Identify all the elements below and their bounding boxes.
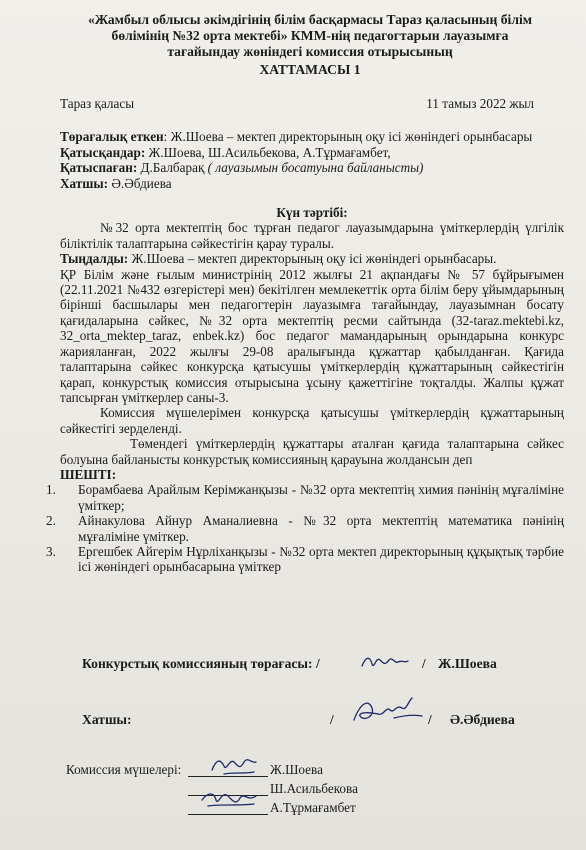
agenda-heading: Күн тәртібі:: [276, 205, 348, 221]
secretary-signature-scribble: [350, 694, 424, 730]
decision-item-number: 1.: [46, 482, 56, 498]
absent-text: Д.Балбарақ: [137, 160, 205, 176]
chair-signature-name: Ж.Шоева: [438, 656, 497, 671]
chair-line: [60, 129, 564, 144]
member-name: А.Тұрмағамбет: [270, 800, 356, 815]
secretary-slash-left: /: [330, 712, 334, 727]
document-header: [56, 12, 564, 78]
absent-line: [60, 160, 564, 175]
absent-label: Қатыспаған:: [60, 160, 138, 176]
member-signature-scribble-1: [210, 752, 260, 778]
attendees-text: Ж.Шоева, Ш.Асильбекова, А.Тұрмағамбет,: [145, 144, 391, 160]
header-line-3: тағайындау жөніндегі комиссия отырысының: [167, 44, 453, 59]
absent-note: ( лауазымын босатуына байланысты): [207, 160, 424, 176]
decision-item-number: 3.: [46, 543, 56, 559]
agenda-item: №32 орта мектептің бос тұрған педагог лауазымдарына үміткерлердің үлгілік біліктілік талаптарына сәйкестігін қарау туралы.: [60, 220, 564, 251]
conclusion: Төмендегі үміткерлердің құжаттары аталған қағида талаптарына сәйкес болуына байланысты конкурстық комиссияның қарауына жолдансын деп: [60, 436, 564, 467]
header-line-1: «Жамбыл облысы әкімдігінің білім басқармасы Тараз қаласының білім: [87, 12, 532, 27]
chair-label: Төрағалық еткен: [60, 129, 164, 145]
member-name: Ш.Асильбекова: [270, 781, 358, 796]
commission-note: Комиссия мүшелерімен конкурсқа қатысушы үміткерлердің құжаттарының сәйкестігі зерделенді.: [60, 405, 564, 436]
city: Тараз қаласы: [60, 96, 135, 111]
secretary-text: Ә.Әбдиева: [108, 175, 172, 191]
decision-item-text: Борамбаева Арайлым Керімжанқызы - №32 орта мектептің химия пәнінің мұғаліміне үміткер;: [78, 482, 564, 513]
decision-item: [46, 513, 564, 544]
decision-heading: ШЕШТІ:: [60, 466, 117, 482]
secretary-signature-name: Ә.Әбдиева: [450, 712, 515, 727]
secretary-label: Хатшы:: [60, 175, 109, 191]
decision-item-text: Ергешбек Айгерім Нұрліханқызы - №32 орта мектеп директорының құқықтық тәрбие ісі жөніндегі орынбасарына үміткер: [78, 543, 564, 575]
members-label: Комиссия мүшелері:: [66, 762, 182, 777]
date: 11 тамыз 2022 жыл: [426, 96, 534, 111]
attendees-line: [60, 145, 564, 160]
secretary-signature-label: Хатшы:: [82, 712, 132, 727]
agenda-body: ҚР Білім және ғылым министрінің 2012 жылғы 21 ақпандағы № 57 бұйрығымен (22.11.2021 №432 өзгерістері мен) бекітілген мемлекеттік орта білім беру ұйымдарының бірінші басшылары мен педагогтерін лауазымға тағайындау, лауазымнан босату қағидаларына сәйкес, №32 орта мектептің ресми сайтында (32-taraz.mektebi.kz, 32_orta_mektep_taraz, enbek.kz) бос педагог мамандарының орындарына конкурс жарияланған, 2022 жылғы 29-08 аралығында құжаттар қабылданған. Қағида талаптарына сәйкес конкурсқа қатысушы үміткерлердің құжаттарының сәйкестігін қарап, конкурстық комиссия отырысына ұсыну қажеттігіне тоқталды. Жалпы құжат тапсырған үміткерлер саны-3.: [60, 266, 564, 405]
decision-item: [46, 543, 564, 575]
decision-item-number: 2.: [46, 513, 56, 529]
member-signature-scribble-2: [200, 786, 260, 812]
participants-block: [60, 129, 564, 191]
decision-list: [46, 482, 564, 575]
listened-text: Ж.Шоева – мектеп директорының оқу ісі жөніндегі орынбасары.: [128, 251, 497, 267]
member-line-3: [188, 814, 268, 815]
city-date-row: [60, 96, 564, 111]
chair-text: : Ж.Шоева – мектеп директорының оқу ісі жөніндегі орынбасары: [163, 129, 533, 145]
decision-item-text: Айнакулова Айнур Аманалиевна - №32 орта мектептің математика пәнінің мұғаліміне үміткер.: [78, 513, 564, 544]
attendees-label: Қатысқандар:: [60, 144, 146, 160]
document-title: ХАТТАМАСЫ 1: [259, 62, 361, 77]
secretary-line: [60, 176, 564, 191]
chair-slash: /: [422, 656, 426, 671]
listened-label: Тыңдалды:: [60, 251, 129, 267]
listened-line: [60, 251, 564, 266]
member-name: Ж.Шоева: [270, 762, 323, 777]
secretary-slash-right: /: [428, 712, 432, 727]
header-line-2: бөлімінің №32 орта мектебі» КММ-нің педагогтарын лауазымға: [111, 28, 509, 43]
chair-signature-scribble: [360, 652, 410, 672]
decision-item: [46, 482, 564, 513]
chair-signature-label: Конкурстық комиссияның төрағасы: /: [82, 656, 320, 671]
